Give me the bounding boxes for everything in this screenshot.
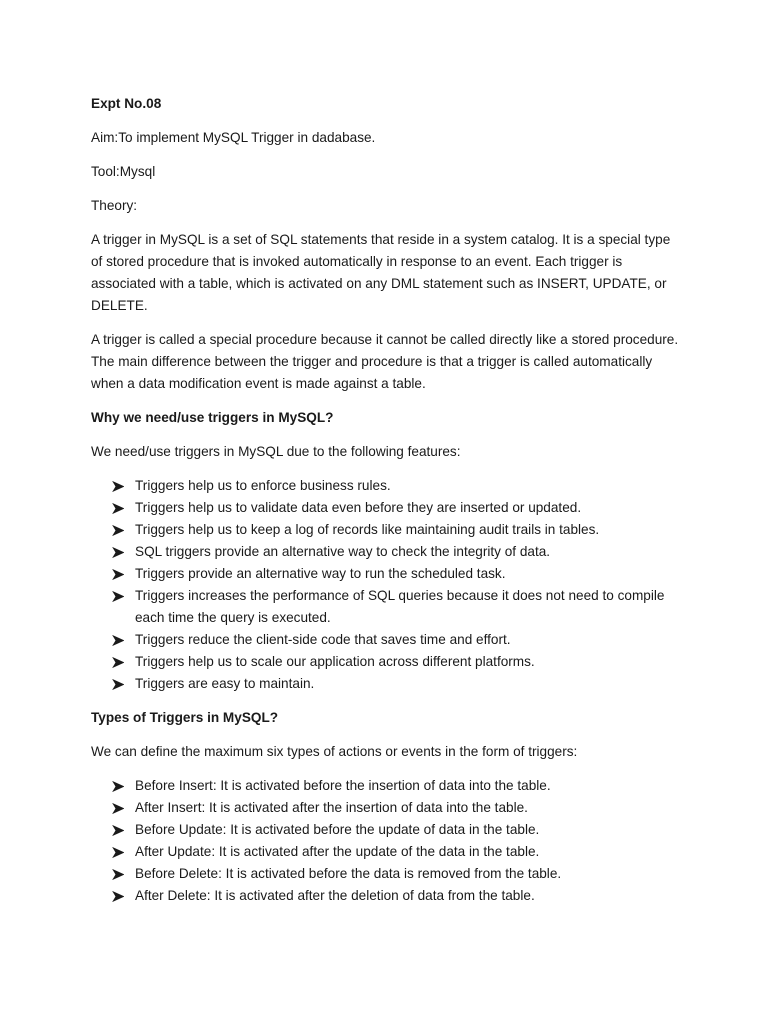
list-item-text: Triggers help us to enforce business rules. — [135, 478, 391, 493]
list-item-text: After Update: It is activated after the update of the data in the table. — [135, 844, 540, 859]
arrowhead-bullet-icon — [112, 497, 126, 519]
trigger-type-list-item — [91, 775, 681, 797]
experiment-number: Expt No.08 — [91, 96, 162, 111]
list-item-text: Triggers help us to keep a log of records like maintaining audit trails in tables. — [135, 522, 600, 537]
trigger-types-heading: Types of Triggers in MySQL? — [91, 710, 279, 725]
arrowhead-bullet-icon — [112, 541, 126, 563]
trigger-types-intro: We can define the maximum six types of actions or events in the form of triggers: — [91, 744, 578, 759]
trigger-types-list — [91, 775, 681, 907]
features-list — [91, 475, 681, 695]
feature-list-item — [91, 651, 681, 673]
arrowhead-bullet-icon — [112, 863, 126, 885]
list-item-text: Triggers help us to validate data even before they are inserted or updated. — [135, 500, 582, 515]
arrowhead-bullet-icon — [112, 885, 126, 907]
trigger-type-list-item — [91, 863, 681, 885]
why-triggers-heading: Why we need/use triggers in MySQL? — [91, 410, 334, 425]
list-item-text: Before Insert: It is activated before the insertion of data into the table. — [135, 778, 551, 793]
list-item-text: Triggers help us to scale our application across different platforms. — [135, 654, 535, 669]
trigger-type-list-item — [91, 819, 681, 841]
theory-paragraph-1: A trigger in MySQL is a set of SQL statements that reside in a system catalog. It is a special type of stored procedure that is invoked automatically in response to an event. Each trigger is associated with a table, which is activated on any DML statement such as INSERT, UPDATE, or DELETE. — [91, 232, 671, 313]
arrowhead-bullet-icon — [112, 819, 126, 841]
list-item-text: Triggers are easy to maintain. — [135, 676, 315, 691]
feature-list-item — [91, 585, 681, 629]
trigger-type-list-item — [91, 885, 681, 907]
arrowhead-bullet-icon — [112, 629, 126, 651]
arrowhead-bullet-icon — [112, 841, 126, 863]
arrowhead-bullet-icon — [112, 797, 126, 819]
arrowhead-bullet-icon — [112, 651, 126, 673]
list-item-text: Before Update: It is activated before the update of data in the table. — [135, 822, 540, 837]
theory-paragraph-2: A trigger is called a special procedure because it cannot be called directly like a stored procedure. The main difference between the trigger and procedure is that a trigger is called automatically when a data modification event is made against a table. — [91, 332, 679, 391]
tool-line: Tool:Mysql — [91, 164, 156, 179]
arrowhead-bullet-icon — [112, 585, 126, 607]
arrowhead-bullet-icon — [112, 563, 126, 585]
feature-list-item — [91, 497, 681, 519]
feature-list-item — [91, 563, 681, 585]
list-item-text: After Insert: It is activated after the insertion of data into the table. — [135, 800, 528, 815]
feature-list-item — [91, 519, 681, 541]
arrowhead-bullet-icon — [112, 673, 126, 695]
list-item-text: Triggers reduce the client-side code that saves time and effort. — [135, 632, 511, 647]
arrowhead-bullet-icon — [112, 519, 126, 541]
list-item-text: Triggers increases the performance of SQL queries because it does not need to compile each time the query is executed. — [135, 588, 665, 625]
feature-list-item — [91, 629, 681, 651]
list-item-text: SQL triggers provide an alternative way to check the integrity of data. — [135, 544, 551, 559]
feature-list-item — [91, 673, 681, 695]
list-item-text: Triggers provide an alternative way to run the scheduled task. — [135, 566, 506, 581]
list-item-text: Before Delete: It is activated before the data is removed from the table. — [135, 866, 562, 881]
why-triggers-intro: We need/use triggers in MySQL due to the following features: — [91, 444, 461, 459]
trigger-type-list-item — [91, 841, 681, 863]
arrowhead-bullet-icon — [112, 475, 126, 497]
feature-list-item — [91, 475, 681, 497]
feature-list-item — [91, 541, 681, 563]
theory-label: Theory: — [91, 198, 138, 213]
aim-line: Aim:To implement MySQL Trigger in dadabase. — [91, 130, 376, 145]
document-page — [91, 93, 681, 919]
list-item-text: After Delete: It is activated after the deletion of data from the table. — [135, 888, 535, 903]
trigger-type-list-item — [91, 797, 681, 819]
arrowhead-bullet-icon — [112, 775, 126, 797]
